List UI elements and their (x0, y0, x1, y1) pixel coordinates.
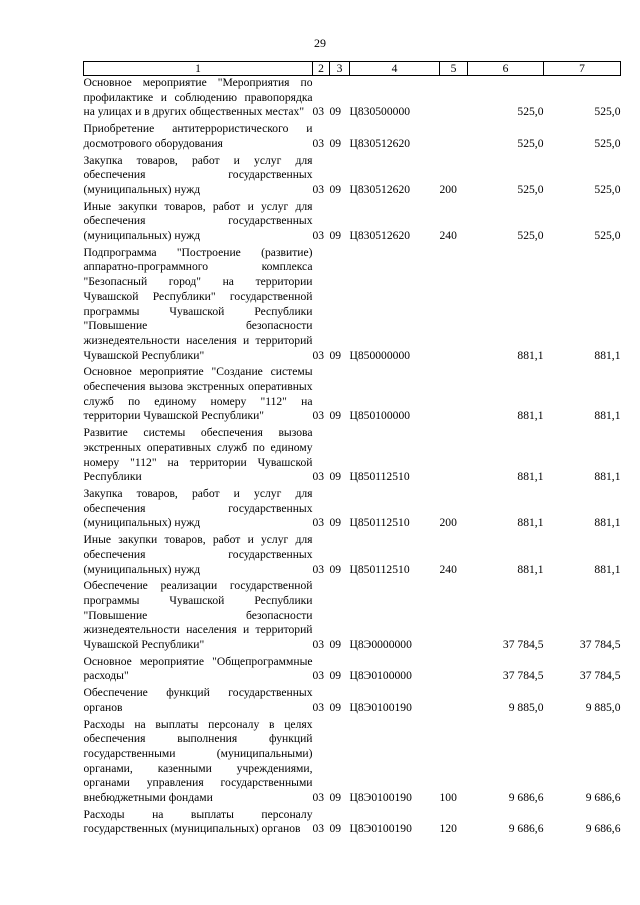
row-target-article: Ц850112510 (349, 516, 410, 530)
header-col-5: 5 (440, 62, 468, 76)
table-row (84, 426, 621, 487)
row-expense-type (440, 426, 468, 487)
table-row (84, 246, 621, 366)
row-name: Основное мероприятие "Создание системы обеспечения вызова экстренных оперативных служб по единому номеру "112" на территории Чувашской Республики" (83, 365, 313, 423)
row-chapter: 03 (312, 182, 325, 196)
row-name: Обеспечение реализации государственной программы Чувашской Республики "Повышение безопасности жизнедеятельности населения и территорий Чувашской Республики" (83, 579, 313, 652)
row-amount-col7: 881,1 (594, 409, 621, 423)
row-section: 09 (329, 348, 342, 362)
row-section: 09 (329, 669, 342, 683)
table-row (84, 76, 621, 123)
row-target-article: Ц8Э0100190 (349, 822, 412, 836)
table-row (84, 655, 621, 686)
row-target-article: Ц830512620 (349, 229, 411, 243)
table-row (84, 487, 621, 533)
row-target-article: Ц8Э0100190 (349, 791, 412, 805)
row-amount-col6: 9 686,6 (508, 791, 544, 805)
row-target-article: Ц850112510 (349, 470, 410, 484)
row-amount-col6: 881,1 (517, 348, 544, 362)
row-chapter: 03 (312, 822, 325, 836)
row-amount-col6: 37 784,5 (502, 669, 544, 683)
row-section: 09 (329, 562, 342, 576)
row-amount-col6: 525,0 (517, 182, 544, 196)
row-expense-type: 240 (439, 229, 457, 243)
row-amount-col7: 525,0 (594, 136, 621, 150)
row-amount-col6: 881,1 (517, 562, 544, 576)
budget-table (83, 61, 621, 839)
row-name: Приобретение антитеррористического и досмотрового оборудования (83, 122, 313, 150)
row-target-article: Ц8Э0000000 (349, 638, 412, 652)
row-target-article: Ц850100000 (349, 409, 411, 423)
header-col-6: 6 (468, 62, 544, 76)
row-target-article: Ц830500000 (349, 105, 411, 119)
row-section: 09 (329, 791, 342, 805)
row-expense-type: 100 (439, 791, 457, 805)
row-amount-col6: 9 686,6 (508, 822, 544, 836)
row-expense-type: 240 (439, 562, 457, 576)
row-amount-col7: 525,0 (594, 105, 621, 119)
row-expense-type (440, 365, 468, 426)
row-chapter: 03 (312, 470, 325, 484)
row-chapter: 03 (312, 136, 325, 150)
row-chapter: 03 (312, 700, 325, 714)
row-target-article: Ц850000000 (349, 348, 411, 362)
row-amount-col7: 881,1 (594, 348, 621, 362)
table-row (84, 718, 621, 808)
table-row (84, 122, 621, 153)
row-amount-col7: 9 686,6 (585, 791, 621, 805)
row-chapter: 03 (312, 409, 325, 423)
header-col-1: 1 (84, 62, 313, 76)
row-amount-col6: 525,0 (517, 105, 544, 119)
row-expense-type (440, 686, 468, 717)
row-amount-col6: 525,0 (517, 136, 544, 150)
table-row (84, 154, 621, 200)
row-section: 09 (329, 136, 342, 150)
row-target-article: Ц850112510 (349, 562, 410, 576)
row-name: Подпрограмма "Построение (развитие) аппаратно-программного комплекса "Безопасный город" на территории Чувашской Республики" государственной программы Чувашской Республики "Повышение безопасности жизнедеятельности населения и территорий Чувашской Республики" (83, 245, 313, 362)
row-name: Иные закупки товаров, работ и услуг для обеспечения государственных (муниципальных) нужд (83, 533, 313, 576)
row-amount-col7: 9 885,0 (585, 700, 621, 714)
table-row (84, 365, 621, 426)
row-name: Закупка товаров, работ и услуг для обеспечения государственных (муниципальных) нужд (83, 153, 313, 196)
table-row (84, 686, 621, 717)
row-amount-col7: 881,1 (594, 516, 621, 530)
row-amount-col7: 37 784,5 (579, 669, 621, 683)
row-chapter: 03 (312, 638, 325, 652)
row-name: Развитие системы обеспечения вызова экстренных оперативных служб по единому номеру "112" на территории Чувашской Республики (83, 426, 313, 484)
row-amount-col6: 881,1 (517, 409, 544, 423)
row-name: Расходы на выплаты персоналу государственных (муниципальных) органов (83, 807, 313, 836)
row-expense-type (440, 122, 468, 153)
row-chapter: 03 (312, 516, 325, 530)
row-expense-type: 200 (439, 516, 457, 530)
row-target-article: Ц8Э0100190 (349, 700, 412, 714)
row-name: Обеспечение функций государственных органов (83, 686, 313, 714)
header-col-3: 3 (330, 62, 350, 76)
row-section: 09 (329, 182, 342, 196)
row-amount-col7: 525,0 (594, 229, 621, 243)
row-amount-col7: 9 686,6 (585, 822, 621, 836)
row-chapter: 03 (312, 791, 325, 805)
page-number: 29 (314, 36, 326, 50)
row-name: Основное мероприятие "Мероприятия по профилактике и соблюдению правопорядка на улицах и в других общественных местах" (83, 76, 313, 119)
row-expense-type (440, 76, 468, 123)
header-col-7: 7 (544, 62, 621, 76)
row-target-article: Ц830512620 (349, 182, 411, 196)
row-chapter: 03 (312, 105, 325, 119)
row-amount-col6: 881,1 (517, 516, 544, 530)
row-chapter: 03 (312, 562, 325, 576)
table-row (84, 808, 621, 839)
row-section: 09 (329, 700, 342, 714)
row-amount-col7: 37 784,5 (579, 638, 621, 652)
row-amount-col6: 37 784,5 (502, 638, 544, 652)
row-section: 09 (329, 822, 342, 836)
row-expense-type (440, 655, 468, 686)
row-target-article: Ц8Э0100000 (349, 669, 412, 683)
row-expense-type: 120 (439, 822, 457, 836)
row-section: 09 (329, 409, 342, 423)
row-name: Расходы на выплаты персоналу в целях обеспечения выполнения функций государственными (муниципальными) органами, казенными учреждениями, органами управления государственными внебюджетными фондами (83, 717, 313, 805)
row-amount-col7: 881,1 (594, 562, 621, 576)
row-name: Основное мероприятие "Общепрограммные расходы" (83, 654, 313, 683)
row-expense-type (440, 246, 468, 366)
table-row (84, 579, 621, 655)
row-amount-col7: 881,1 (594, 470, 621, 484)
row-chapter: 03 (312, 229, 325, 243)
row-amount-col6: 525,0 (517, 229, 544, 243)
row-name: Иные закупки товаров, работ и услуг для обеспечения государственных (муниципальных) нужд (83, 199, 313, 243)
table-row (84, 533, 621, 579)
row-section: 09 (329, 638, 342, 652)
row-section: 09 (329, 229, 342, 243)
row-name: Закупка товаров, работ и услуг для обеспечения государственных (муниципальных) нужд (83, 486, 313, 530)
table-row (84, 200, 621, 246)
header-col-4: 4 (350, 62, 440, 76)
row-section: 09 (329, 105, 342, 119)
row-expense-type: 200 (439, 182, 457, 196)
row-chapter: 03 (312, 348, 325, 362)
row-target-article: Ц830512620 (349, 136, 411, 150)
row-amount-col6: 881,1 (517, 470, 544, 484)
table-header (84, 62, 621, 76)
row-section: 09 (329, 516, 342, 530)
row-chapter: 03 (312, 669, 325, 683)
row-section: 09 (329, 470, 342, 484)
table-body (84, 76, 621, 840)
header-col-2: 2 (313, 62, 330, 76)
row-amount-col6: 9 885,0 (508, 700, 544, 714)
row-amount-col7: 525,0 (594, 182, 621, 196)
row-expense-type (440, 579, 468, 655)
